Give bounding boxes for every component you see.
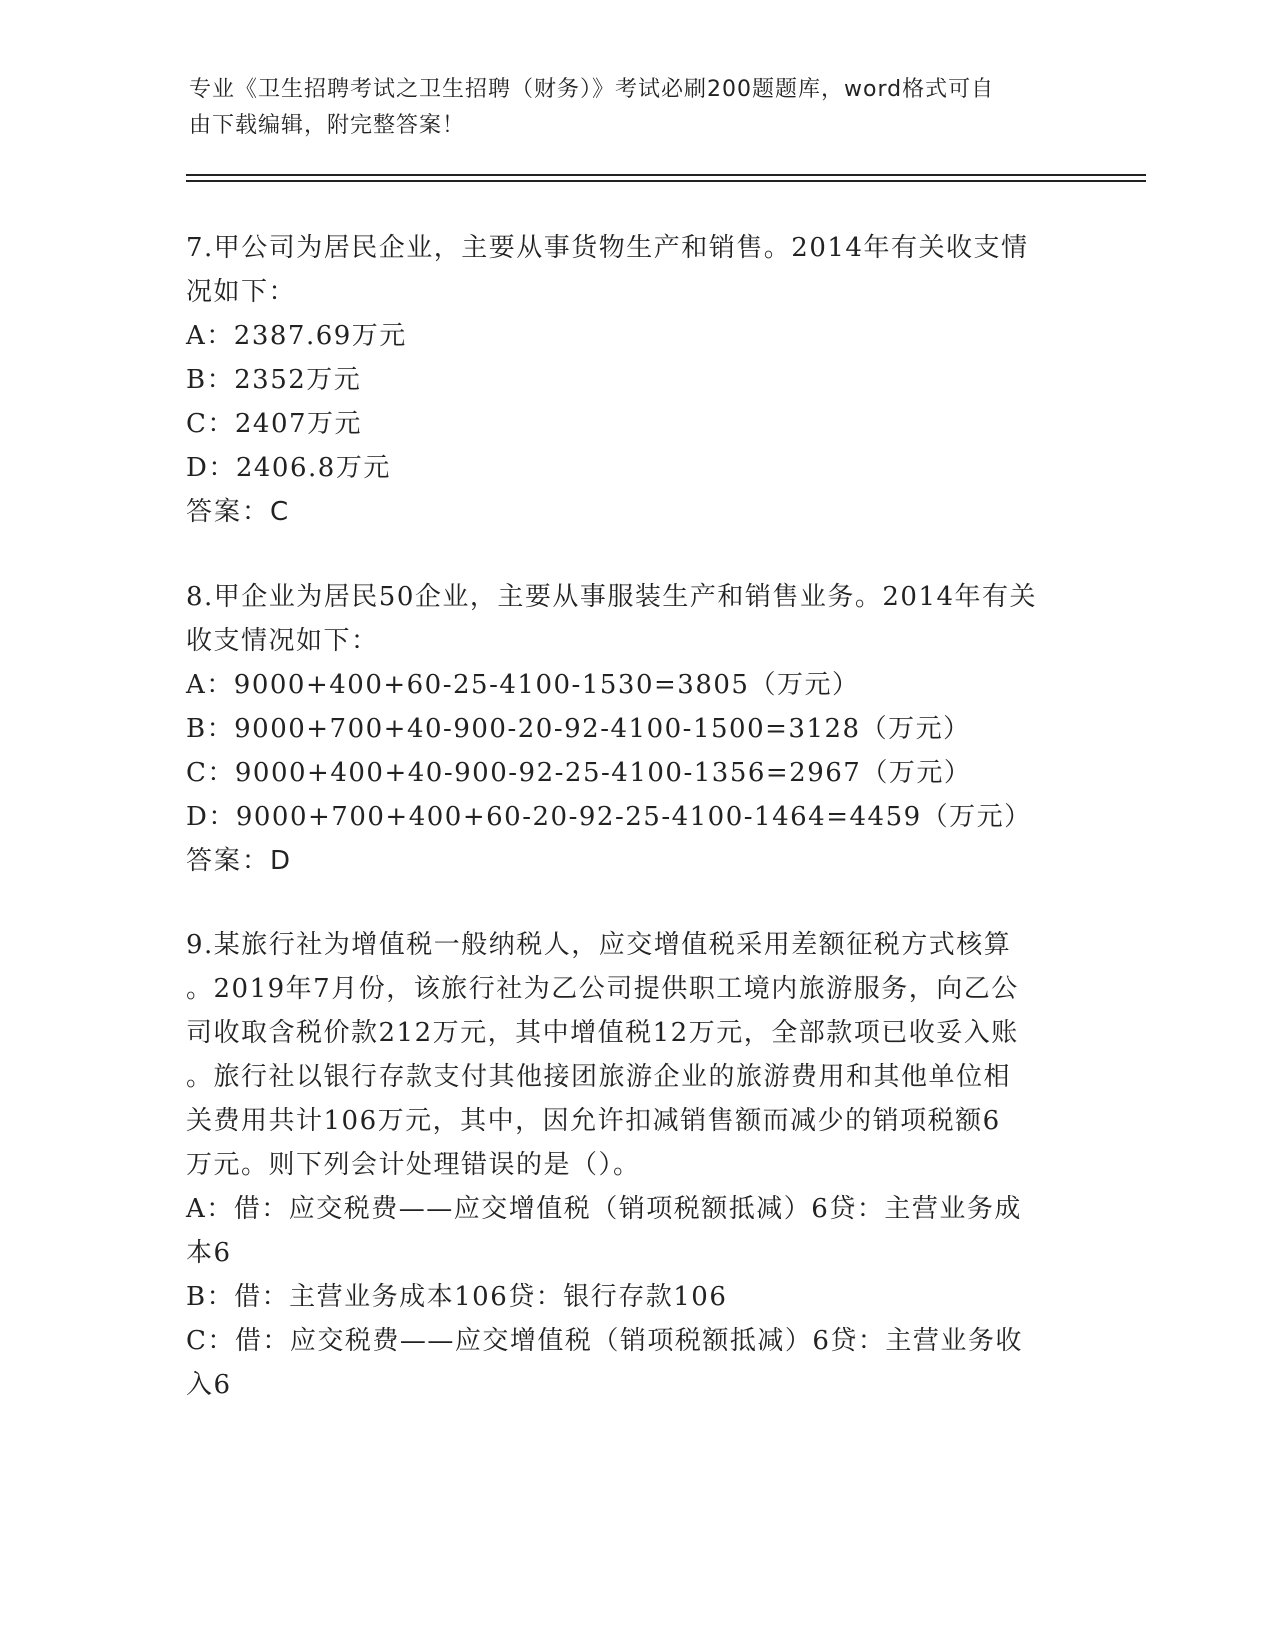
question-7-answer: 答案：C — [186, 497, 291, 527]
question-9-stem-line-2: 。2019年7月份，该旅行社为乙公司提供职工境内旅游服务，向乙公 — [186, 974, 1019, 1004]
header-text-line-2: 由下载编辑，附完整答案！ — [189, 113, 466, 138]
question-8-option-b: B：9000+700+40-900-20-92-4100-1500=3128（万元） — [186, 714, 971, 744]
question-7-option-d: D：2406.8万元 — [186, 453, 391, 483]
question-7-stem-line-2: 况如下： — [186, 277, 297, 307]
question-9-stem-line-4: 。旅行社以银行存款支付其他接团旅游企业的旅游费用和其他单位相 — [186, 1062, 1012, 1092]
header-rule-bottom — [186, 180, 1146, 182]
question-8-answer: 答案：D — [186, 846, 293, 876]
question-8-option-d: D：9000+700+400+60-20-92-25-4100-1464=4459（万元） — [186, 802, 1032, 832]
question-7-option-a: A：2387.69万元 — [186, 321, 407, 351]
question-8-stem-line-1: 8.甲企业为居民50企业，主要从事服装生产和销售业务。2014年有关 — [186, 582, 1038, 612]
question-9-stem-line-5: 关费用共计106万元，其中，因允许扣减销售额而减少的销项税额6 — [186, 1106, 1001, 1136]
question-9-option-c-cont: 入6 — [186, 1370, 232, 1400]
question-9-stem-line-1: 9.某旅行社为增值税一般纳税人，应交增值税采用差额征税方式核算 — [186, 930, 1012, 960]
question-7-stem-line-1: 7.甲公司为居民企业，主要从事货物生产和销售。2014年有关收支情 — [186, 233, 1029, 263]
header-rule-top — [186, 174, 1146, 176]
question-9-option-a: A：借：应交税费——应交增值税（销项税额抵减）6贷：主营业务成 — [186, 1194, 1022, 1224]
question-8-option-a: A：9000+400+60-25-4100-1530=3805（万元） — [186, 670, 860, 700]
question-9-option-c: C：借：应交税费——应交增值税（销项税额抵减）6贷：主营业务收 — [186, 1326, 1023, 1356]
header-text-line-1: 专业《卫生招聘考试之卫生招聘（财务）》考试必刷200题题库，word格式可自 — [189, 77, 995, 102]
question-8-option-c: C：9000+400+40-900-92-25-4100-1356=2967（万元） — [186, 758, 972, 788]
question-9-stem-line-6: 万元。则下列会计处理错误的是（）。 — [186, 1150, 641, 1180]
question-7-option-b: B：2352万元 — [186, 365, 362, 395]
question-9-stem-line-3: 司收取含税价款212万元，其中增值税12万元，全部款项已收妥入账 — [186, 1018, 1019, 1048]
question-7-option-c: C：2407万元 — [186, 409, 363, 439]
question-9-option-a-cont: 本6 — [186, 1238, 232, 1268]
question-9-option-b: B：借：主营业务成本106贷：银行存款106 — [186, 1282, 728, 1312]
question-8-stem-line-2: 收支情况如下： — [186, 626, 379, 656]
